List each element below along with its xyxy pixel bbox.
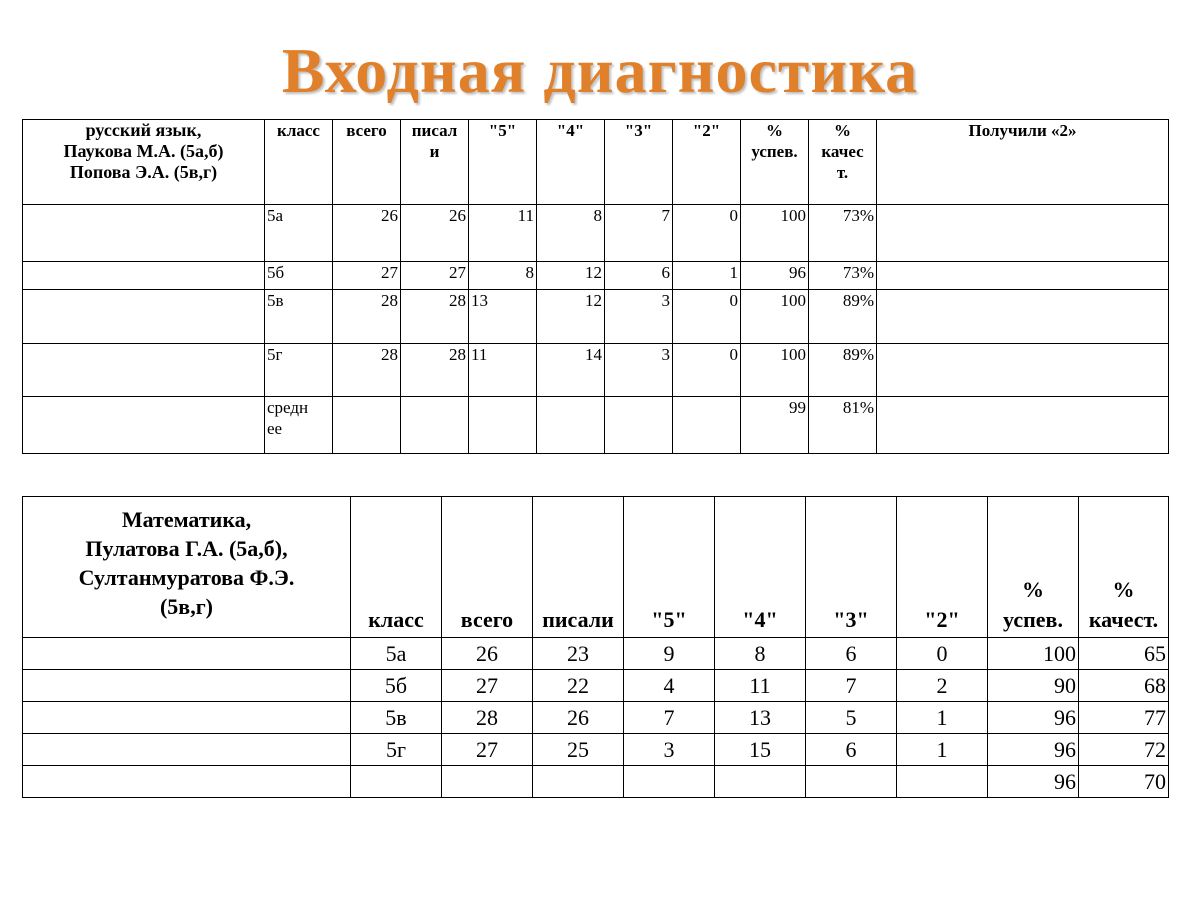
cell-grade-2: 2 xyxy=(897,670,988,702)
table-row xyxy=(23,205,1169,262)
header-grade-4: "4" xyxy=(537,120,605,205)
cell-pisali: 27 xyxy=(401,262,469,290)
cell-grade-3: 3 xyxy=(605,344,673,397)
table-row-average xyxy=(23,766,1169,798)
cell-uspevaemost: 96 xyxy=(988,702,1079,734)
subject-cell xyxy=(23,120,265,205)
table-row xyxy=(23,262,1169,290)
cell-grade-4: 12 xyxy=(537,290,605,344)
cell-uspevaemost: 99 xyxy=(741,397,809,454)
cell-uspevaemost: 96 xyxy=(988,766,1079,798)
cell-kachestvo: 65 xyxy=(1079,638,1169,670)
cell-kachestvo: 72 xyxy=(1079,734,1169,766)
cell-klass: 5а xyxy=(265,205,333,262)
cell-poluchili-2 xyxy=(877,344,1169,397)
cell-grade-2: 1 xyxy=(897,734,988,766)
header-vsego: всего xyxy=(442,497,533,638)
cell-vsego: 28 xyxy=(442,702,533,734)
cell-grade-2: 0 xyxy=(897,638,988,670)
cell-grade-5 xyxy=(624,766,715,798)
header-grade-3: "3" xyxy=(605,120,673,205)
cell-grade-3: 7 xyxy=(806,670,897,702)
cell-vsego: 28 xyxy=(333,290,401,344)
cell-kachestvo: 73% xyxy=(809,262,877,290)
cell-grade-3 xyxy=(605,397,673,454)
header-klass: класс xyxy=(265,120,333,205)
subject-empty-cell xyxy=(23,734,351,766)
cell-pisali: 22 xyxy=(533,670,624,702)
cell-grade-2: 1 xyxy=(673,262,741,290)
header-grade-4: "4" xyxy=(715,497,806,638)
subject-empty-cell xyxy=(23,638,351,670)
header-poluchili-2: Получили «2» xyxy=(877,120,1169,205)
math-results-table xyxy=(22,496,1169,798)
cell-poluchili-2 xyxy=(877,397,1169,454)
cell-pisali: 26 xyxy=(401,205,469,262)
cell-grade-5: 11 xyxy=(469,344,537,397)
cell-grade-2: 0 xyxy=(673,205,741,262)
header-pisali: писал и xyxy=(401,120,469,205)
cell-grade-2: 1 xyxy=(897,702,988,734)
table-row-average xyxy=(23,397,1169,454)
header-uspevaemost: % успев. xyxy=(741,120,809,205)
cell-klass-average: средн ее xyxy=(265,397,333,454)
cell-poluchili-2 xyxy=(877,205,1169,262)
cell-grade-3: 6 xyxy=(806,734,897,766)
subject-empty-cell xyxy=(23,702,351,734)
subject-empty-cell xyxy=(23,766,351,798)
cell-grade-5: 3 xyxy=(624,734,715,766)
subject-empty-cell xyxy=(23,670,351,702)
cell-vsego: 27 xyxy=(333,262,401,290)
cell-grade-3: 3 xyxy=(605,290,673,344)
cell-uspevaemost: 100 xyxy=(741,290,809,344)
cell-klass: 5б xyxy=(265,262,333,290)
cell-uspevaemost: 100 xyxy=(988,638,1079,670)
cell-vsego xyxy=(442,766,533,798)
cell-kachestvo: 89% xyxy=(809,344,877,397)
cell-vsego xyxy=(333,397,401,454)
subject-line: (5в,г) xyxy=(159,594,214,619)
cell-poluchili-2 xyxy=(877,290,1169,344)
cell-grade-4: 14 xyxy=(537,344,605,397)
header-kachestvo: % качес т. xyxy=(809,120,877,205)
cell-grade-4: 13 xyxy=(715,702,806,734)
table-row xyxy=(23,344,1169,397)
subject-line: Попова Э.А. (5в,г) xyxy=(69,162,218,182)
cell-klass: 5г xyxy=(265,344,333,397)
subject-empty-cell xyxy=(23,205,265,262)
table-row xyxy=(23,290,1169,344)
cell-grade-5: 9 xyxy=(624,638,715,670)
cell-grade-4: 8 xyxy=(537,205,605,262)
table-row xyxy=(23,702,1169,734)
header-grade-5: "5" xyxy=(469,120,537,205)
cell-grade-3 xyxy=(806,766,897,798)
cell-grade-5: 11 xyxy=(469,205,537,262)
cell-vsego: 27 xyxy=(442,734,533,766)
header-pisali: писали xyxy=(533,497,624,638)
cell-pisali: 26 xyxy=(533,702,624,734)
cell-pisali: 25 xyxy=(533,734,624,766)
cell-pisali xyxy=(533,766,624,798)
cell-grade-5: 4 xyxy=(624,670,715,702)
cell-klass: 5б xyxy=(351,670,442,702)
cell-kachestvo: 70 xyxy=(1079,766,1169,798)
header-grade-2: "2" xyxy=(897,497,988,638)
subject-line: Султанмуратова Ф.Э. xyxy=(78,565,295,590)
cell-kachestvo: 89% xyxy=(809,290,877,344)
subject-empty-cell xyxy=(23,290,265,344)
cell-uspevaemost: 100 xyxy=(741,344,809,397)
subject-cell xyxy=(23,497,351,638)
cell-grade-4: 8 xyxy=(715,638,806,670)
table-header-row xyxy=(23,120,1169,205)
cell-grade-3: 5 xyxy=(806,702,897,734)
cell-grade-5 xyxy=(469,397,537,454)
cell-poluchili-2 xyxy=(877,262,1169,290)
cell-grade-4 xyxy=(715,766,806,798)
cell-vsego: 27 xyxy=(442,670,533,702)
cell-vsego: 26 xyxy=(333,205,401,262)
cell-grade-5: 13 xyxy=(469,290,537,344)
cell-uspevaemost: 96 xyxy=(988,734,1079,766)
cell-pisali xyxy=(401,397,469,454)
cell-grade-5: 7 xyxy=(624,702,715,734)
table-row xyxy=(23,638,1169,670)
header-grade-3: "3" xyxy=(806,497,897,638)
cell-grade-4: 12 xyxy=(537,262,605,290)
cell-grade-5: 8 xyxy=(469,262,537,290)
cell-klass: 5в xyxy=(265,290,333,344)
cell-grade-4: 11 xyxy=(715,670,806,702)
cell-klass: 5г xyxy=(351,734,442,766)
header-vsego: всего xyxy=(333,120,401,205)
cell-grade-2: 0 xyxy=(673,344,741,397)
cell-grade-4: 15 xyxy=(715,734,806,766)
subject-line: Пулатова Г.А. (5а,б), xyxy=(85,536,288,561)
cell-grade-3: 6 xyxy=(806,638,897,670)
table-header-row xyxy=(23,497,1169,638)
cell-vsego: 28 xyxy=(333,344,401,397)
header-grade-2: "2" xyxy=(673,120,741,205)
cell-klass xyxy=(351,766,442,798)
cell-grade-2 xyxy=(897,766,988,798)
header-klass: класс xyxy=(351,497,442,638)
subject-line: русский язык, xyxy=(85,120,202,140)
russian-results-table xyxy=(22,119,1169,454)
header-kachestvo: % качест. xyxy=(1079,497,1169,638)
cell-pisali: 23 xyxy=(533,638,624,670)
subject-empty-cell xyxy=(23,344,265,397)
table-row xyxy=(23,734,1169,766)
cell-uspevaemost: 96 xyxy=(741,262,809,290)
cell-pisali: 28 xyxy=(401,290,469,344)
subject-line: Математика, xyxy=(121,507,252,532)
cell-kachestvo: 68 xyxy=(1079,670,1169,702)
cell-klass: 5в xyxy=(351,702,442,734)
cell-uspevaemost: 90 xyxy=(988,670,1079,702)
subject-line: Паукова М.А. (5а,б) xyxy=(63,141,224,161)
header-grade-5: "5" xyxy=(624,497,715,638)
cell-klass: 5а xyxy=(351,638,442,670)
cell-grade-2 xyxy=(673,397,741,454)
header-uspevaemost: % успев. xyxy=(988,497,1079,638)
cell-vsego: 26 xyxy=(442,638,533,670)
cell-grade-3: 6 xyxy=(605,262,673,290)
subject-empty-cell xyxy=(23,262,265,290)
cell-kachestvo: 81% xyxy=(809,397,877,454)
subject-empty-cell xyxy=(23,397,265,454)
cell-grade-4 xyxy=(537,397,605,454)
cell-pisali: 28 xyxy=(401,344,469,397)
cell-grade-3: 7 xyxy=(605,205,673,262)
cell-uspevaemost: 100 xyxy=(741,205,809,262)
cell-grade-2: 0 xyxy=(673,290,741,344)
cell-kachestvo: 77 xyxy=(1079,702,1169,734)
table-row xyxy=(23,670,1169,702)
cell-kachestvo: 73% xyxy=(809,205,877,262)
page-title: Входная диагностика xyxy=(281,35,919,106)
